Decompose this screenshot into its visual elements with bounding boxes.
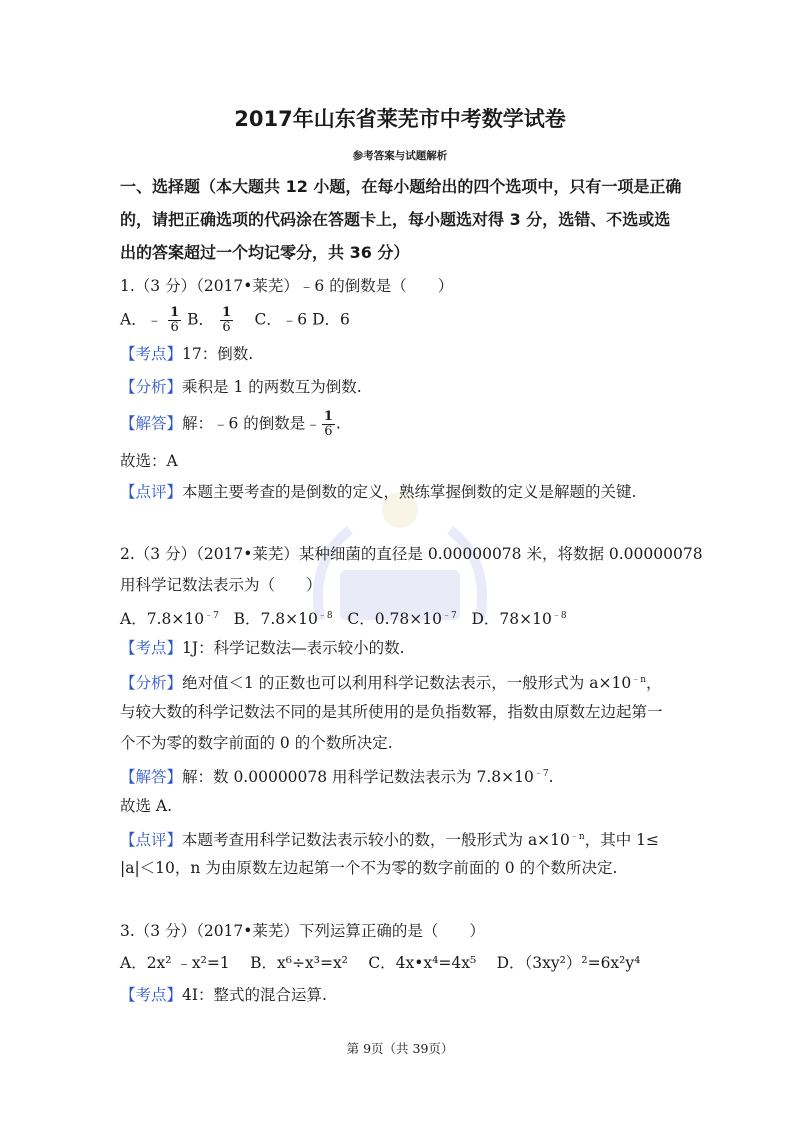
section-heading-line-3: 出的答案超过一个均记零分，共 36 分） — [120, 243, 410, 262]
fraction-denominator: 6 — [170, 320, 179, 335]
jieda-tag: 【解答】 — [120, 414, 183, 433]
q2-option-c-exponent: ﹣7 — [441, 611, 457, 621]
dianping-tag: 【点评】 — [120, 483, 183, 501]
kaodian-tag: 【考点】 — [120, 345, 183, 363]
q2-fenxi-text-1-end: ， — [645, 674, 662, 693]
fraction-numerator: 1 — [221, 305, 231, 320]
kaodian-tag: 【考点】 — [120, 986, 183, 1004]
q1-jieda-fraction — [322, 410, 335, 439]
q1-option-b-prefix: B． — [187, 310, 215, 329]
q2-fenxi-line-3: 个不为零的数字前面的 0 的个数所决定. — [120, 734, 393, 752]
q2-option-b: B．7.8×10 — [233, 610, 318, 629]
q1-jieda-text: 解：﹣6 的倒数是﹣ — [182, 414, 321, 433]
jieda-tag: 【解答】 — [120, 768, 183, 787]
q2-dianping-exponent: ﹣n — [569, 832, 585, 842]
fenxi-tag: 【分析】 — [120, 378, 183, 396]
q2-option-d: D．78×10 — [471, 610, 552, 629]
q2-option-c: C．0.78×10 — [347, 610, 442, 629]
document-title: 2017年山东省莱芜市中考数学试卷 — [234, 107, 566, 131]
q3-kaodian — [120, 985, 327, 1005]
fraction-denominator: 6 — [222, 320, 231, 335]
q2-dianping-line-1 — [120, 827, 659, 850]
q2-stem-line-1: 2.（3 分）（2017•莱芜）某种细菌的直径是 0.00000078 米，将数据 0.00000078 — [120, 545, 703, 563]
dianping-tag: 【点评】 — [120, 831, 183, 850]
q2-choice: 故选 A. — [120, 797, 173, 815]
q2-fenxi-line-1 — [120, 670, 662, 693]
q2-jieda-exponent: ﹣7 — [533, 769, 549, 779]
q1-jieda-end: . — [335, 414, 341, 433]
q3-stem: 3.（3 分）（2017•莱芜）下列运算正确的是（ ） — [120, 922, 485, 940]
fraction-numerator: 1 — [323, 409, 333, 424]
q2-kaodian-text: 1J：科学记数法—表示较小的数. — [182, 639, 405, 657]
q1-fenxi — [120, 377, 362, 397]
q1-option-b-fraction — [220, 306, 233, 335]
q1-kaodian — [120, 344, 253, 364]
q2-jieda-end: . — [548, 768, 554, 787]
q3-kaodian-text: 4I：整式的混合运算. — [182, 986, 327, 1004]
q2-dianping-text-1-end: ，其中 1≤ — [584, 831, 659, 850]
document-subtitle: 参考答案与试题解析 — [352, 150, 448, 162]
q1-options — [120, 306, 350, 335]
section-heading-line-2: 的，请把正确选项的代码涂在答题卡上，每小题选对得 3 分，选错、不选或选 — [120, 210, 671, 229]
q2-stem-line-2: 用科学记数法表示为（ ） — [120, 576, 322, 594]
q1-jieda — [120, 410, 341, 439]
q1-dianping-text: 本题主要考查的是倒数的定义，熟练掌握倒数的定义是解题的关键. — [182, 483, 637, 501]
q2-fenxi-text-1: 绝对值＜1 的正数也可以利用科学记数法表示，一般形式为 a×10 — [182, 674, 632, 693]
q2-jieda-text: 解：数 0.00000078 用科学记数法表示为 7.8×10 — [182, 768, 534, 787]
q2-dianping-line-2: |a|＜10，n 为由原数左边起第一个不为零的数字前面的 0 的个数所决定. — [120, 859, 618, 877]
q3-options: A．2x² ﹣x²=1 B．x⁶÷x³=x² C．4x•x⁴=4x⁵ D．（3xy²）²=6x²y⁴ — [120, 954, 641, 972]
q1-fenxi-text: 乘积是 1 的两数互为倒数. — [182, 378, 362, 396]
q1-kaodian-text: 17：倒数. — [182, 345, 254, 363]
q2-kaodian — [120, 638, 405, 658]
q2-option-a: A．7.8×10 — [120, 610, 205, 629]
q1-choice: 故选：A — [120, 452, 178, 470]
fenxi-tag: 【分析】 — [120, 674, 183, 693]
fraction-numerator: 1 — [170, 305, 180, 320]
q1-stem: 1.（3 分）（2017•莱芜）﹣6 的倒数是（ ） — [120, 277, 454, 295]
q2-option-a-exponent: ﹣7 — [204, 611, 219, 621]
q2-option-b-exponent: ﹣8 — [317, 611, 333, 621]
q2-fenxi-exponent: ﹣n — [631, 675, 646, 685]
q2-option-d-exponent: ﹣8 — [551, 611, 567, 621]
q1-option-a-prefix: A．﹣ — [120, 310, 163, 329]
kaodian-tag: 【考点】 — [120, 639, 183, 657]
q2-options — [120, 606, 567, 629]
page-footer: 第 9页（共 39页） — [346, 1041, 454, 1056]
q2-fenxi-line-2: 与较大数的科学记数法不同的是其所使用的是负指数幂，指数由原数左边起第一 — [120, 703, 663, 721]
q1-option-a-fraction — [168, 306, 181, 335]
q1-option-rest: C．﹣6 D．6 — [238, 310, 350, 329]
q1-dianping — [120, 482, 636, 502]
q2-dianping-text-1: 本题考查用科学记数法表示较小的数，一般形式为 a×10 — [182, 831, 570, 850]
section-heading-line-1: 一、选择题（本大题共 12 小题，在每小题给出的四个选项中，只有一项是正确 — [120, 177, 682, 196]
q2-jieda — [120, 764, 554, 787]
fraction-denominator: 6 — [324, 424, 333, 439]
